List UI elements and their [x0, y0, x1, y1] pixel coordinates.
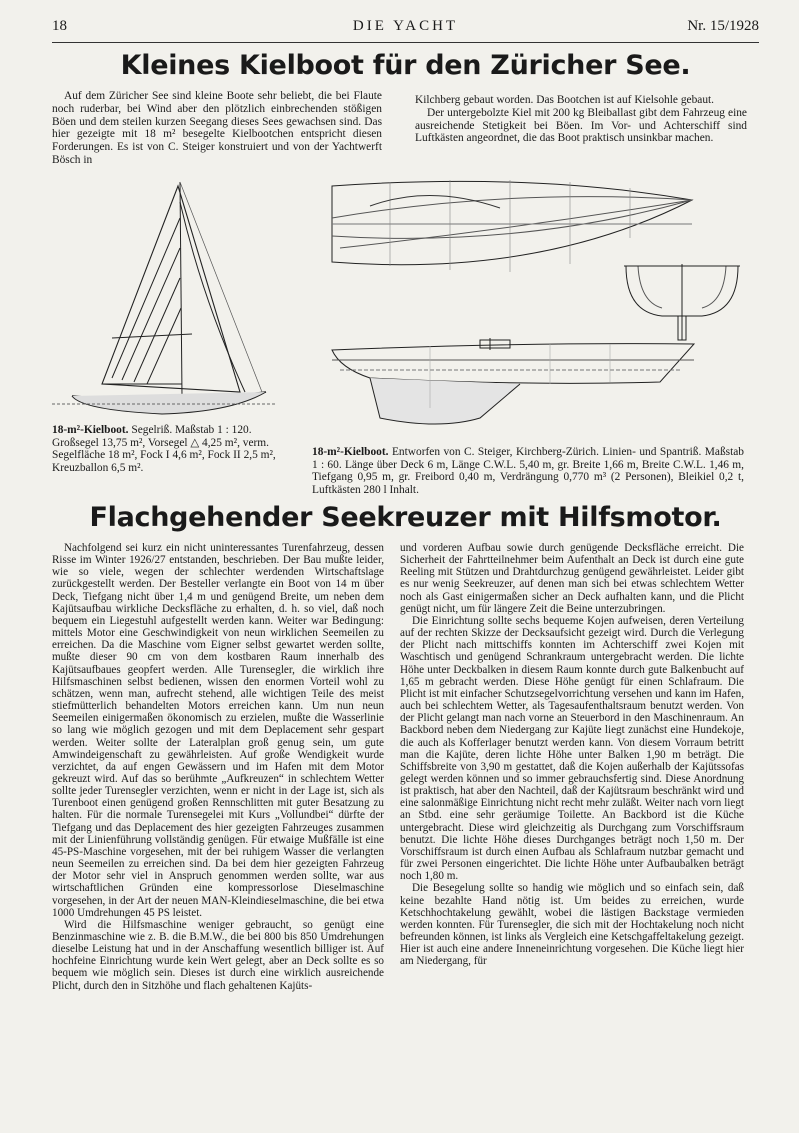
running-header — [52, 18, 759, 40]
body-plan-drawing — [622, 262, 742, 342]
caption-bold: 18-m²-Kielboot. — [52, 424, 129, 436]
lines-plan-caption — [312, 446, 744, 496]
article2-paragraph: Die Einrichtung sollte sechs bequeme Kojen aufweisen, deren Verteilung auf der rechten Skizze der Decksaufsicht gezeigt wird. Durch die Verlegung der Plicht nach mittschiffs konnten im Achterschiff zwei Kojen mit Waschtisch und genügend Schrankraum untergebracht werden. Die lichte Höhe unter Deckbalken in diesem Raum konnte durch gute Balkenbucht auf 1,65 m gebracht werden. Diese Höhe genügt für einen Schlafraum. Die Plicht ist mit einfacher Schutzsegelvorrichtung versehen und kann im Hafen, auch bei schlechtem Wetter, als Tagesaufenthaltsraum benutzt werden. Von der Plicht gelangt man nach vorne an Steuerbord in den Maschinenraum. An Backbord neben dem Niedergang zur Kajüte liegt zunächst eine Hundekoje, die auch als Kofferlager benutzt werden kann. Von diesem Vorraum betritt man die Kajüte, deren lichte Höhe unter Balken 1,90 m beträgt. Die Schiffsbreite von 3,90 m gestattet, daß die Kojen außerhalb der Kajütssofas gelegt werden können und so immer gebrauchsfertig sind. Diese Anordnung ist praktisch, hat aber den Nachteil, daß der Kajütsraum beschränkt wird und eine salonmäßige Einrichtung nicht recht mehr zuläßt. Weiter nach vorn liegt an Stbd. eine sehr geräumige Toilette. An Backbord ist die Küche untergebracht. Diese wird gleichzeitig als Durchgang zum Vorschiffsraum benutzt. Die lichte Höhe dieses Durchganges beträgt noch 1,50 m. Der Vorschiffsraum ist durch einen Aufbau als Schlafraum nutzbar gemacht und für zwei Personen eingerichtet. Die lichte Höhe unter Aufbaubalken beträgt noch 1,80 m. — [400, 614, 744, 883]
article1-col-left — [52, 90, 382, 167]
sail-plan-drawing — [52, 178, 277, 426]
caption-bold: 18-m²-Kielboot. — [312, 446, 389, 458]
header-rule — [52, 42, 759, 43]
page-number: 18 — [52, 18, 67, 34]
caption-text: Segelriß. Maßstab 1 : 120. Großsegel 13,75 m², Vorsegel △ 4,25 m², verm. Segelfläche 18 m², Fock I 4,6 m², Fock II 2,5 m², Kreuzballon 6,5 m². — [52, 424, 276, 474]
article1-paragraph: Kilchberg gebaut worden. Das Bootchen ist auf Kielsohle gebaut. — [415, 94, 715, 106]
issue-number: Nr. 15/1928 — [687, 18, 759, 34]
magazine-title: DIE YACHT — [352, 18, 459, 34]
article2-paragraph: Wird die Hilfsmaschine weniger gebraucht, so genügt eine Benzinmaschine wie z. B. die B.M.W., die bei 800 bis 850 Umdrehungen dieselbe Leistung hat und in der Anschaffung wesentlich billiger ist. Auf hochfeine Einrichtung wurde kein Wert gelegt, aber an Deck sollte es so bequem wie möglich sein. Dieses ist durch eine wirklich ausreichende Plicht, durch den in Sitzhöhe und flach gehaltenen Kajüts- — [52, 918, 384, 992]
sail-plan-caption — [52, 424, 290, 474]
article2-col-right — [400, 542, 744, 967]
article2-paragraph: Die Besegelung sollte so handig wie möglich und so einfach sein, daß keine bezahlte Hand nötig ist. Um beides zu erreichen, wurde Ketschhochtakelung gewählt, wobei die lästigen Backstage vermieden werden konnten. Für Turensegler, die sich mit der Hochtakelung noch nicht befreunden können, ist links als Vergleich eine Ketschgaffeltakelung gezeigt. Hier ist auch eine andere Inneneinrichtung vorgesehen. Die Küche liegt hier am Niedergang, für — [400, 882, 744, 968]
profile-drawing — [330, 338, 700, 434]
caption-text: Entworfen von C. Steiger, Kirchberg-Zürich. Linien- und Spantriß. Maßstab 1 : 60. Länge über Deck 6 m, Länge C.W.L. 5,40 m, gr. Breite 1,66 m, Breite C.W.L. 1,46 m, Tiefgang 0,95 m, gr. Freibord 0,40 m, Verdrängung 0,770 m³ (2 Personen), Bleikiel 0,2 t, Luftkästen 280 l Inhalt. — [312, 446, 744, 496]
article1-paragraph: Auf dem Züricher See sind kleine Boote sehr beliebt, die bei Flaute noch ruderbar, bei Wind aber den plötzlich einbrechenden stößigen Böen und dem steilen kurzen Seegang dieses Sees gewachsen sind. Das hier gezeigte mit 18 m² besegelte Kielbootchen entspricht diesen Forderungen. Es ist von C. Steiger konstruiert und von der Yachtwerft Bösch in — [52, 90, 382, 166]
article2-paragraph: Nachfolgend sei kurz ein nicht uninteressantes Turenfahrzeug, dessen Risse im Winter 1926/27 entstanden, beschrieben. Der Bau mußte leider, wie so viele, wegen der schlechter werdenden Wirtschaftslage zurückgestellt werden. Der Besteller verlangte ein Boot von 14 m über Deck, Tiefgang nicht über 1,4 m und genügend Breite, um neben dem Kajütsaufbau wirkliche Decksfläche zu erhalten, d. h. so viel, daß noch bequem ein Liegestuhl aufgestellt werden kann. Weiter war Bedingung: mittels Motor eine Geschwindigkeit von neun wirklichen Seemeilen zu erreichen. Da die Maschine vom Eigner selbst gewartet werden sollte, mußte dieser 90 cm von dem kostbaren Raum innerhalb des Kajütsaufbaues geopfert werden. Alle Turensegler, die wirklich ihre Hilfsmaschinen selbst bedienen, wissen den enormen Vorteil wohl zu schätzen, wenn man, aufrecht stehend, alle wichtigen Teile des meist stiefmütterlich behandelten Motors erreichen kann. Um nun neun Seemeilen einigermaßen ökonomisch zu erzielen, mußte die Wasserlinie so lang wie möglich gezogen und mit dem Deplacement sehr gespart werden. Weiter sollte der Lateralplan groß genug sein, um gute Amwindeigenschaft zu gewährleisten. Auf große Wendigkeit wurde verzichtet, da auf engen Gewässern und im Hafen mit dem Motor gekreuzt wird. Auf das so berühmte „Aufkreuzen“ in schlechtem Wetter sollte jeder Turensegler verzichten, wenn er nicht in der Lage ist, sich als Turenboot einen genügend großen Rennschlitten mit guter Besatzung zu halten. Für die normale Turensegelei mit Kurs „Vollundbei“ dürfte der Tiefgang und das Deplacement des hier gezeigten Fahrzeuges zusammen mit der Linienführung vollständig genügen. Für etwaige Mußfälle ist eine 45-PS-Maschine vorgesehen, mit der bei ruhigem Wasser die verlangten neun Seemeilen zu erreichen sind. Da bei dem hier gezeigten Fahrzeug der Motor sehr viel in Anspruch genommen werden sollte, war aus wirtschaftlichen Gründen eine kompressorlose Dieselmaschine vorgesehen, in der Art der neuen MAN-Kleindieselmaschine, die bei etwa 1000 Umdrehungen 45 PS leistet. — [52, 542, 384, 919]
article1-title: Kleines Kielboot für den Züricher See. — [120, 50, 691, 81]
article2-paragraph: und vorderen Aufbau sowie durch genügende Decksfläche erreicht. Die Sicherheit der Fahrtteilnehmer beim Aufenthalt an Deck ist durch eine gute Reeling mit Stützen und Drahtdurchzug genügend gewährleistet. Leider gibt es nur wenig Seekreuzer, auf denen man sich bei etwas schlechtem Wetter noch als Gast einigermaßen sicher an Deck aufhalten kann, und die Plicht genügt nicht, um für längere Zeit die Beine unterzubringen. — [400, 542, 744, 615]
article2-col-left — [52, 542, 384, 992]
article1-col-right — [415, 94, 747, 145]
article2-title: Flachgehender Seekreuzer mit Hilfsmotor. — [89, 502, 722, 533]
article1-paragraph: Der untergebolzte Kiel mit 200 kg Bleiballast gibt dem Fahrzeug eine ausreichende Stetigkeit bei Böen. Im Vor- und Achterschiff sind Luftkästen angeordnet, die das Boot praktisch unsinkbar machen. — [415, 106, 747, 145]
